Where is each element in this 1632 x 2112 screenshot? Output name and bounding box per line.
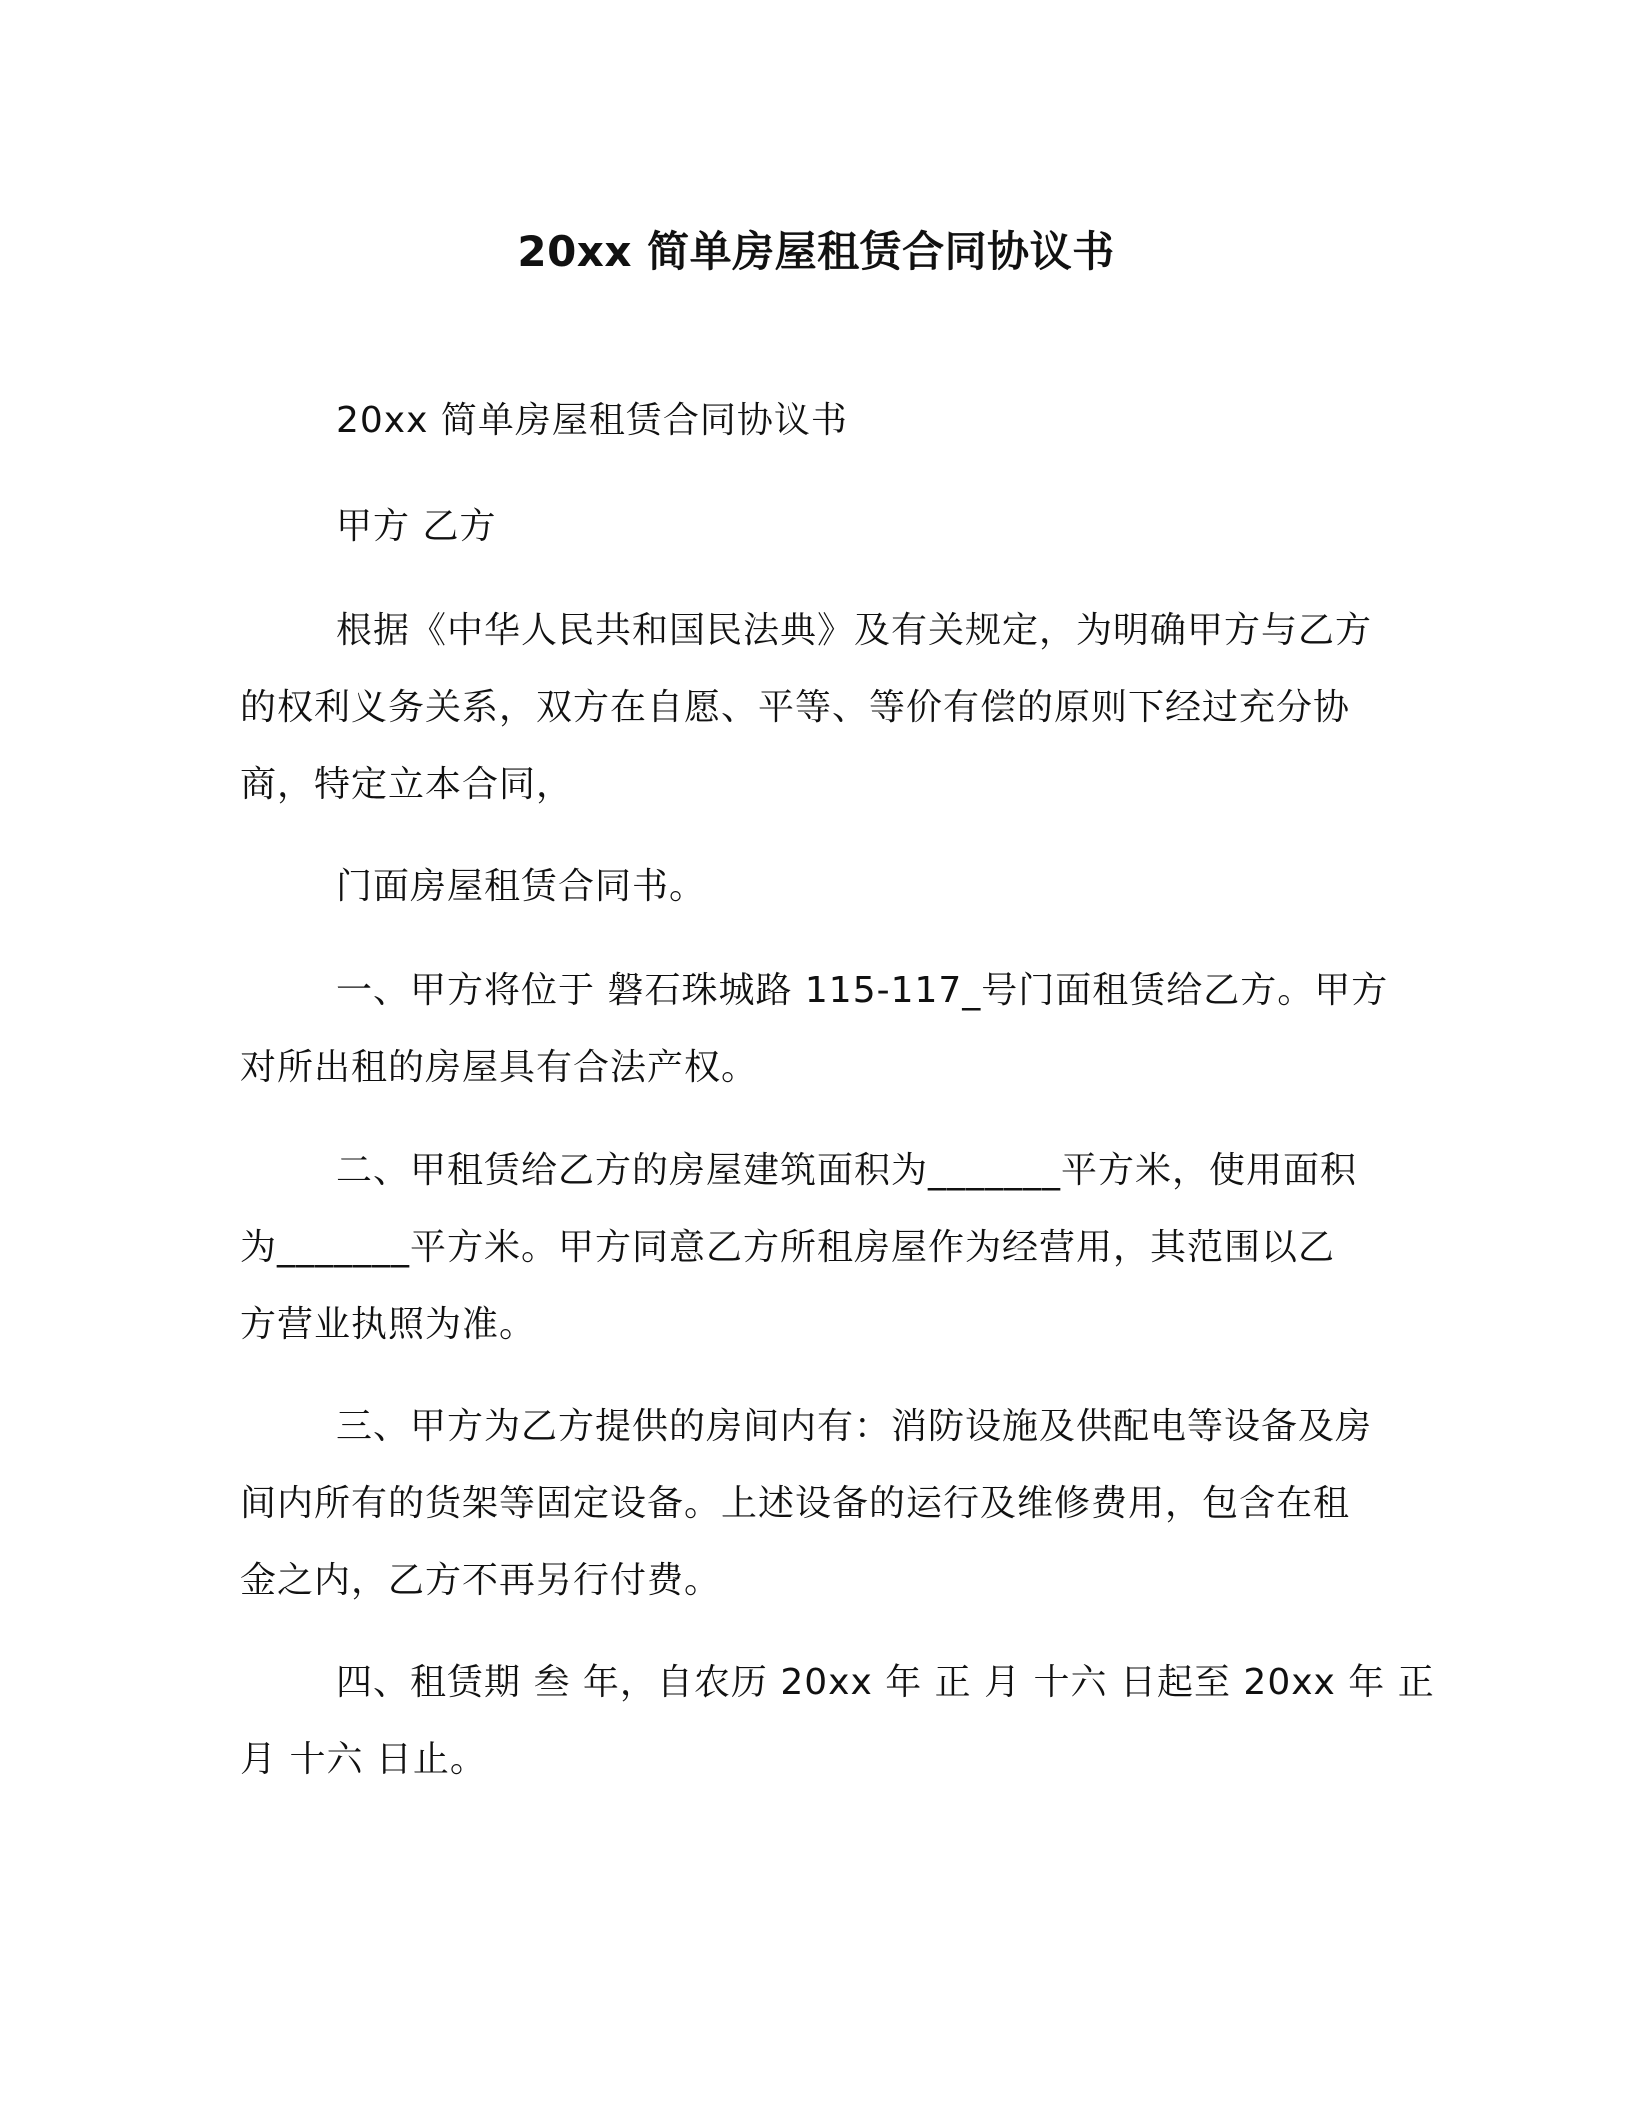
document-title: 20xx 简单房屋租赁合同协议书 — [517, 227, 1115, 276]
paragraph-contract-name — [240, 848, 1380, 925]
paragraph-clause-1 — [240, 952, 1389, 1106]
paragraph-line: 商，特定立本合同， — [240, 764, 574, 805]
paragraph-line: 一、甲方将位于 磐石珠城路 115-117_号门面租赁给乙方。甲方 — [336, 970, 1389, 1011]
paragraph-line: 根据《中华人民共和国民法典》及有关规定，为明确甲方与乙方 — [336, 610, 1373, 651]
paragraph-line: 间内所有的货架等固定设备。上述设备的运行及维修费用，包含在租 — [240, 1483, 1351, 1524]
paragraph-line: 月 十六 日止。 — [240, 1739, 487, 1780]
paragraph-clause-4 — [240, 1644, 1435, 1798]
paragraph-line: 对所出租的房屋具有合法产权。 — [240, 1047, 759, 1088]
paragraph-line: 三、甲方为乙方提供的房间内有：消防设施及供配电等设备及房 — [336, 1406, 1373, 1447]
paragraph-line: 金之内，乙方不再另行付费。 — [240, 1560, 722, 1601]
paragraph-line: 20xx 简单房屋租赁合同协议书 — [336, 400, 848, 441]
paragraph-clause-2 — [240, 1132, 1380, 1363]
paragraph-line: 门面房屋租赁合同书。 — [336, 866, 707, 907]
paragraph-line: 为_______平方米。甲方同意乙方所租房屋作为经营用，其范围以乙 — [240, 1227, 1336, 1268]
paragraph-line: 四、租赁期 叁 年，自农历 20xx 年 正 月 十六 日起至 20xx 年 正 — [336, 1662, 1435, 1703]
paragraph-line: 二、甲租赁给乙方的房屋建筑面积为_______平方米，使用面积 — [336, 1150, 1358, 1191]
paragraph-line: 甲方 乙方 — [336, 506, 497, 547]
paragraph-clause-3 — [240, 1388, 1380, 1619]
paragraph-preamble — [240, 592, 1380, 823]
paragraph-line: 方营业执照为准。 — [240, 1304, 537, 1345]
paragraph-subtitle — [240, 382, 1380, 459]
paragraph-line: 的权利义务关系，双方在自愿、平等、等价有偿的原则下经过充分协 — [240, 687, 1351, 728]
paragraph-parties — [240, 488, 1380, 565]
